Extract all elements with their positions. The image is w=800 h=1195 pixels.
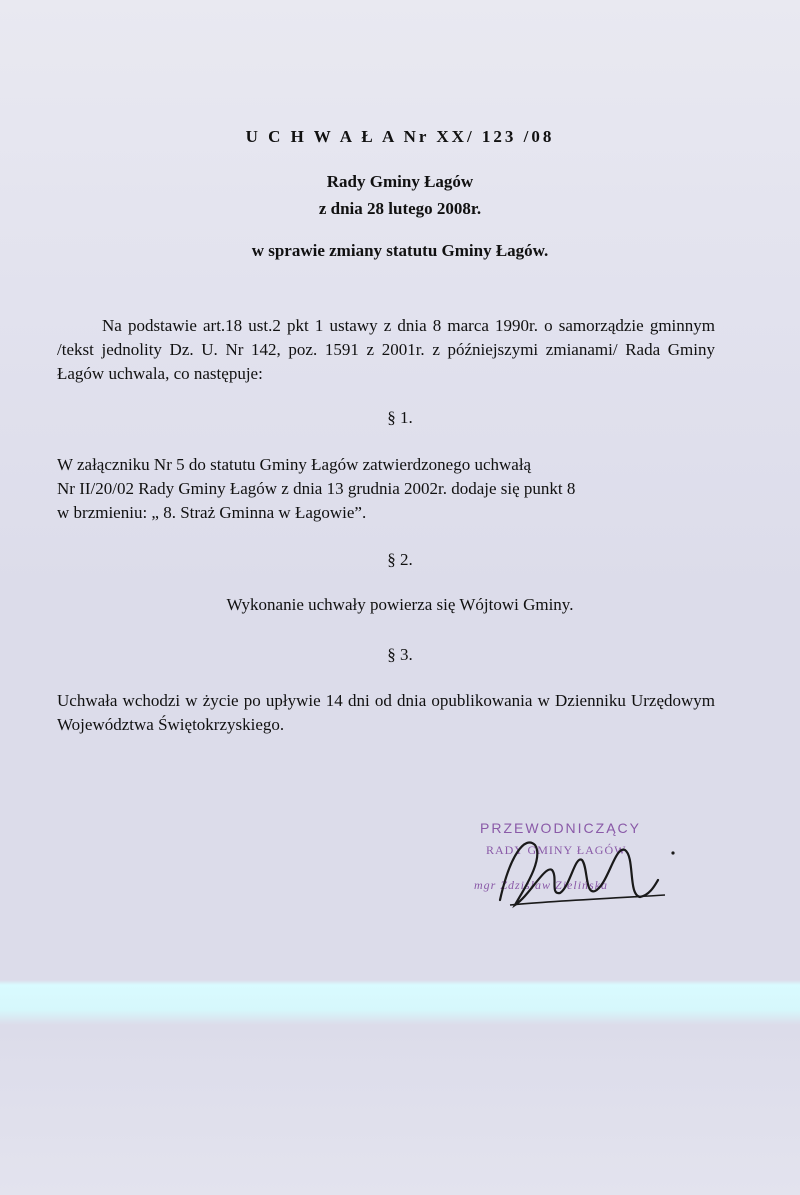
section-1-line: W załączniku Nr 5 do statutu Gminy Łagów zatwierdzonego uchwałą <box>57 455 532 474</box>
signature-icon <box>490 825 680 915</box>
resolution-date: z dnia 28 lutego 2008r. <box>318 199 482 218</box>
resolution-subject: w sprawie zmiany statutu Gminy Łagów. <box>251 241 549 260</box>
resolution-title: U C H W A Ł A Nr XX/ 123 /08 <box>245 127 555 146</box>
stamp-name: mgr Zdzisław Zielińska <box>474 878 609 892</box>
council-heading <box>0 168 800 222</box>
section-2-text: Wykonanie uchwały powierza się Wójtowi Gminy. <box>226 595 574 614</box>
section-3-text: Uchwała wchodzi w życie po upływie 14 dni od dnia opublikowania w Dzienniku Urzędowym Województwa Świętokrzyskiego. <box>57 691 715 734</box>
section-2-mark: § 2. <box>387 550 413 569</box>
section-3-mark: § 3. <box>387 645 413 664</box>
intro-paragraph <box>57 314 715 386</box>
stamp-title: PRZEWODNICZĄCY <box>480 820 641 836</box>
stamp-council: RADY GMINY ŁAGÓW <box>486 843 627 857</box>
section-1-mark: § 1. <box>387 408 413 427</box>
intro-text: Na podstawie art.18 ust.2 pkt 1 ustawy z dnia 8 marca 1990r. o samorządzie gminnym /tekst jednolity Dz. U. Nr 142, poz. 1591 z 2001r. z późniejszymi zmianami/ Rada Gminy Łagów uchwala, co następuje: <box>57 316 715 383</box>
council-name: Rady Gminy Łagów <box>326 172 474 191</box>
section-1-line: w brzmieniu: „ 8. Straż Gminna w Łagowie”. <box>57 503 367 522</box>
section-1-line: Nr II/20/02 Rady Gminy Łagów z dnia 13 grudnia 2002r. dodaje się punkt 8 <box>57 479 576 498</box>
section-1-paragraph <box>57 453 715 525</box>
